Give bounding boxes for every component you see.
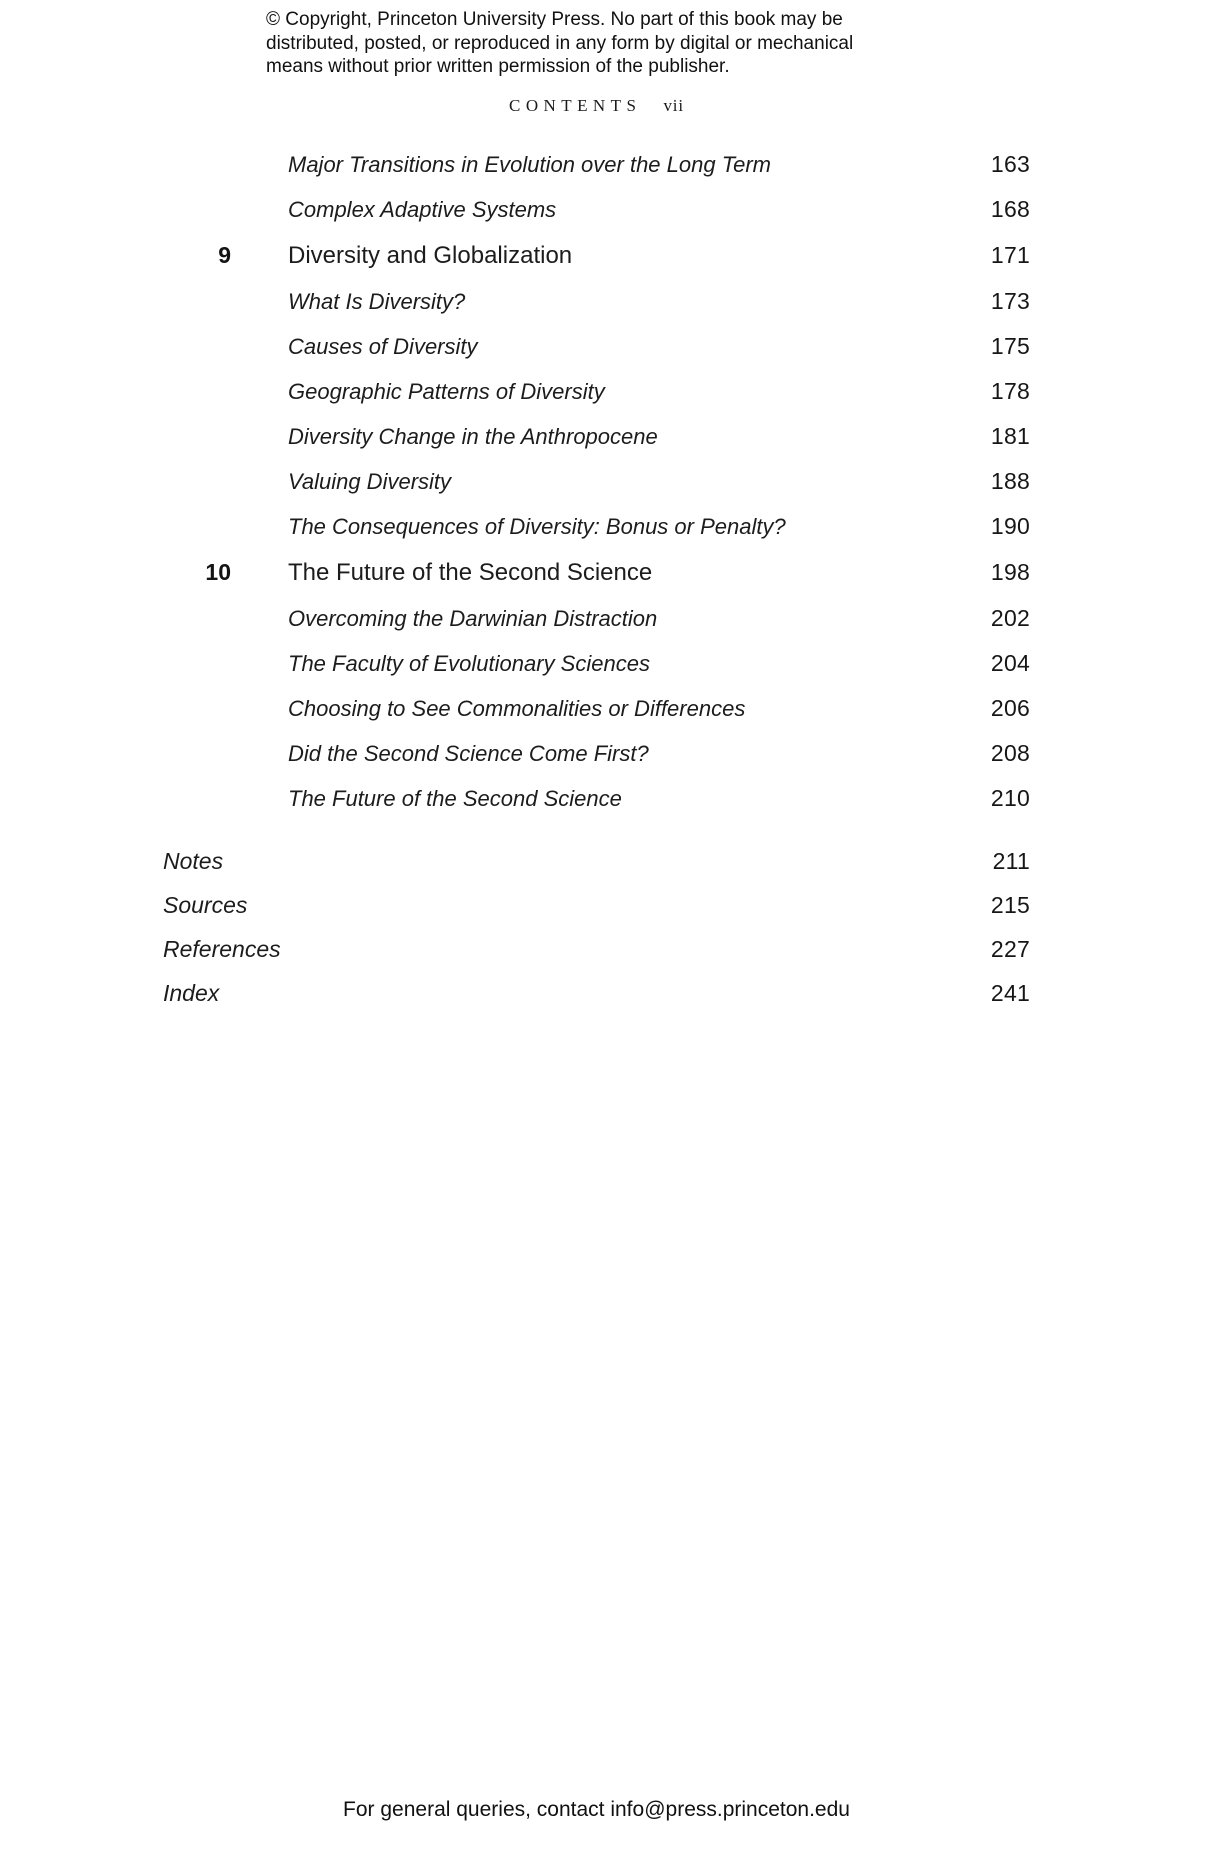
running-head [163,96,1030,116]
toc-entry-page: 175 [990,333,1030,359]
toc-entry-title: Did the Second Science Come First? [288,741,649,766]
toc-entry-page: 188 [990,468,1030,494]
chapter-title: The Future of the Second Science [288,559,653,586]
toc-entry-page: 202 [990,605,1030,631]
chapter-title: Diversity and Globalization [288,242,573,269]
toc-entry-title: The Faculty of Evolutionary Sciences [288,651,650,676]
contents-heading: CONTENTS [509,96,642,115]
toc-entry-title: What Is Diversity? [288,289,466,314]
end-matter-title: Sources [163,892,248,918]
end-matter-row [163,847,1030,875]
toc-entry-page: 173 [990,288,1030,314]
toc-entry-page: 163 [990,151,1030,177]
end-matter-row [163,891,1030,919]
toc-row [163,604,1030,633]
copyright-line: means without prior written permission of the publisher. [266,56,730,77]
toc-entry-page: 181 [990,423,1030,449]
end-matter-section [163,847,1030,1007]
toc-row [163,739,1030,768]
toc-entry-page: 198 [990,559,1030,585]
end-matter-page: 211 [992,848,1030,874]
copyright-line: distributed, posted, or reproduced in any form by digital or mechanical [266,32,854,54]
end-matter-page: 241 [990,980,1030,1006]
toc-entry-title: Choosing to See Commonalities or Differences [288,696,746,721]
toc-row [163,332,1030,361]
toc-entry-title: The Future of the Second Science [288,786,622,811]
toc-entry-page: 208 [990,740,1030,766]
queries-footer [163,1798,1030,1822]
toc-row [163,512,1030,541]
toc-chapter-row [163,240,1030,271]
toc-entry-title: Overcoming the Darwinian Distraction [288,606,658,631]
end-matter-page: 215 [990,892,1030,918]
toc-chapter-row [163,557,1030,588]
end-matter-title: References [163,936,281,962]
toc-row [163,195,1030,224]
toc-row [163,377,1030,406]
toc-entry-page: 178 [990,378,1030,404]
toc-entry-page: 171 [990,242,1030,268]
toc-entry-page: 168 [990,196,1030,222]
end-matter-title: Notes [163,848,224,874]
table-of-contents [163,150,1030,1023]
end-matter-title: Index [163,980,220,1006]
toc-entry-title: Complex Adaptive Systems [288,197,557,222]
toc-entry-page: 210 [990,785,1030,811]
toc-row [163,784,1030,813]
toc-row [163,422,1030,451]
folio-page-number: vii [663,96,684,115]
toc-entry-title: Valuing Diversity [288,469,452,494]
chapter-number: 9 [218,242,231,268]
copyright-notice [266,8,853,79]
toc-entry-page: 190 [990,513,1030,539]
chapter-number: 10 [205,559,231,585]
toc-entry-title: Geographic Patterns of Diversity [288,379,605,404]
toc-row [163,649,1030,678]
toc-entry-title: Major Transitions in Evolution over the Long Term [288,152,772,177]
toc-entry-title: Diversity Change in the Anthropocene [288,424,658,449]
toc-entry-page: 206 [990,695,1030,721]
end-matter-row [163,979,1030,1007]
end-matter-row [163,935,1030,963]
end-matter-page: 227 [990,936,1030,962]
copyright-line: © Copyright, Princeton University Press. No part of this book may be [266,9,843,30]
toc-entry-title: Causes of Diversity [288,334,478,359]
footer-contact-text: For general queries, contact info@press.princeton.edu [343,1798,850,1821]
toc-row [163,287,1030,316]
toc-row [163,150,1030,179]
toc-entry-title: The Consequences of Diversity: Bonus or Penalty? [288,514,786,539]
toc-row [163,467,1030,496]
toc-row [163,694,1030,723]
toc-entry-page: 204 [990,650,1030,676]
